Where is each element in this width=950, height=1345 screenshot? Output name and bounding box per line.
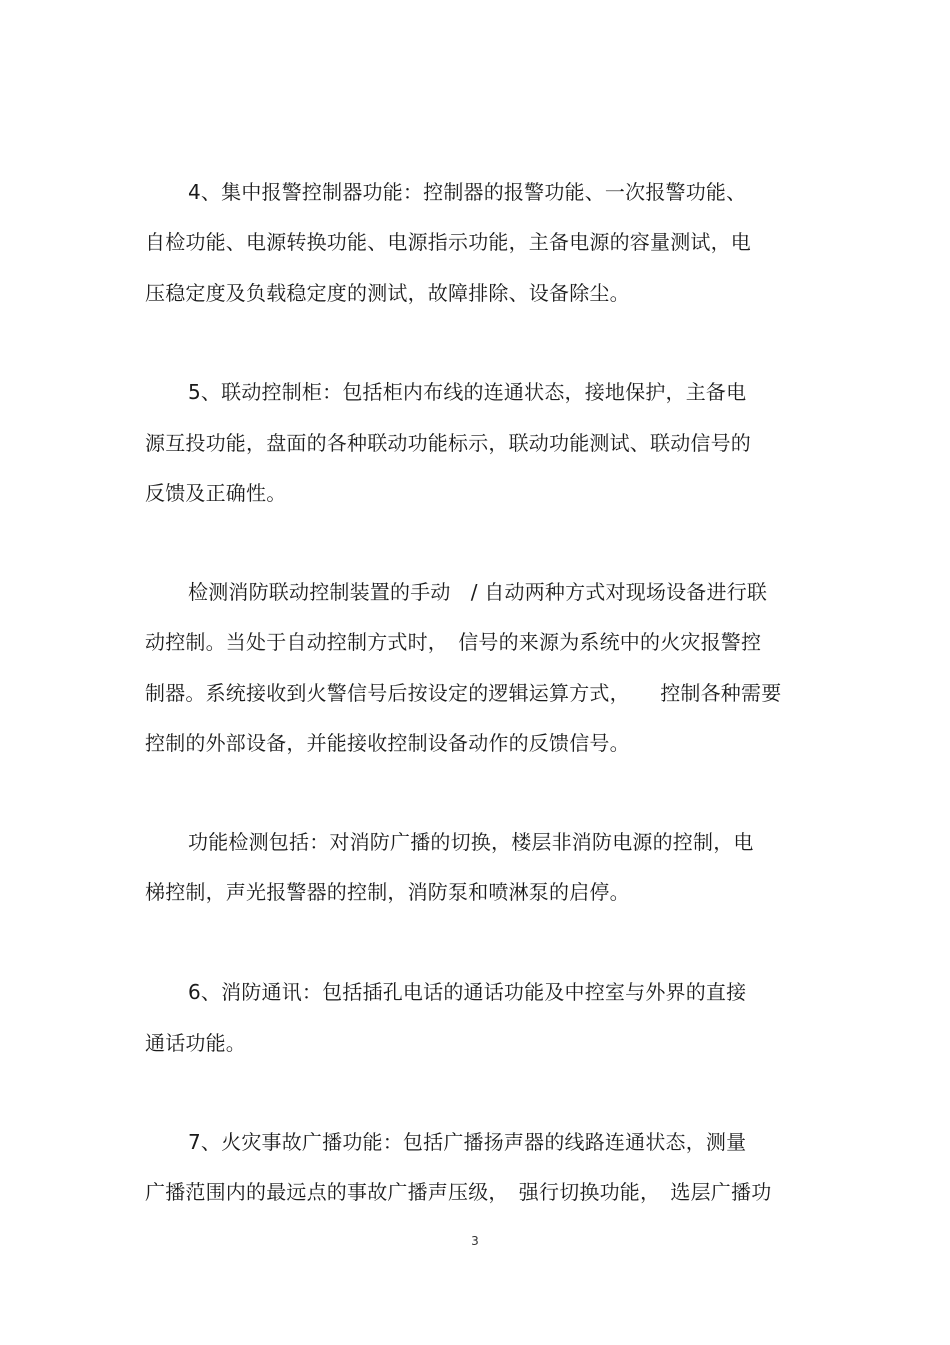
text-line: 4、集中报警控制器功能：控制器的报警功能、一次报警功能、 [188, 180, 747, 204]
text-line: 6、消防通讯：包括插孔电话的通话功能及中控室与外界的直接 [188, 980, 747, 1004]
text-line: 反馈及正确性。 [145, 481, 287, 505]
text-line: 5、联动控制柜：包括柜内布线的连通状态，接地保护，主备电 [188, 380, 747, 404]
text-line: 源互投功能，盘面的各种联动功能标示，联动功能测试、联动信号的 [145, 431, 751, 455]
text-line: 7、火灾事故广播功能：包括广播扬声器的线路连通状态，测量 [188, 1130, 747, 1154]
text-line: 制器。系统接收到火警信号后按设定的逻辑运算方式， 控制各种需要 [145, 681, 782, 705]
text-line: 梯控制，声光报警器的控制，消防泵和喷淋泵的启停。 [145, 880, 630, 904]
text-line: 广播范围内的最远点的事故广播声压级， 强行切换功能， 选层广播功 [145, 1180, 772, 1204]
text-line: 自检功能、电源转换功能、电源指示功能，主备电源的容量测试，电 [145, 230, 751, 254]
text-line: 检测消防联动控制装置的手动 / 自动两种方式对现场设备进行联 [188, 580, 768, 604]
text-line: 通话功能。 [145, 1031, 246, 1055]
text-line: 压稳定度及负载稳定度的测试，故障排除、设备除尘。 [145, 281, 630, 305]
text-line: 动控制。当处于自动控制方式时， 信号的来源为系统中的火灾报警控 [145, 630, 762, 654]
text-line: 控制的外部设备，并能接收控制设备动作的反馈信号。 [145, 731, 630, 755]
page-number: 3 [471, 1234, 479, 1248]
text-line: 功能检测包括：对消防广播的切换，楼层非消防电源的控制，电 [188, 830, 754, 854]
